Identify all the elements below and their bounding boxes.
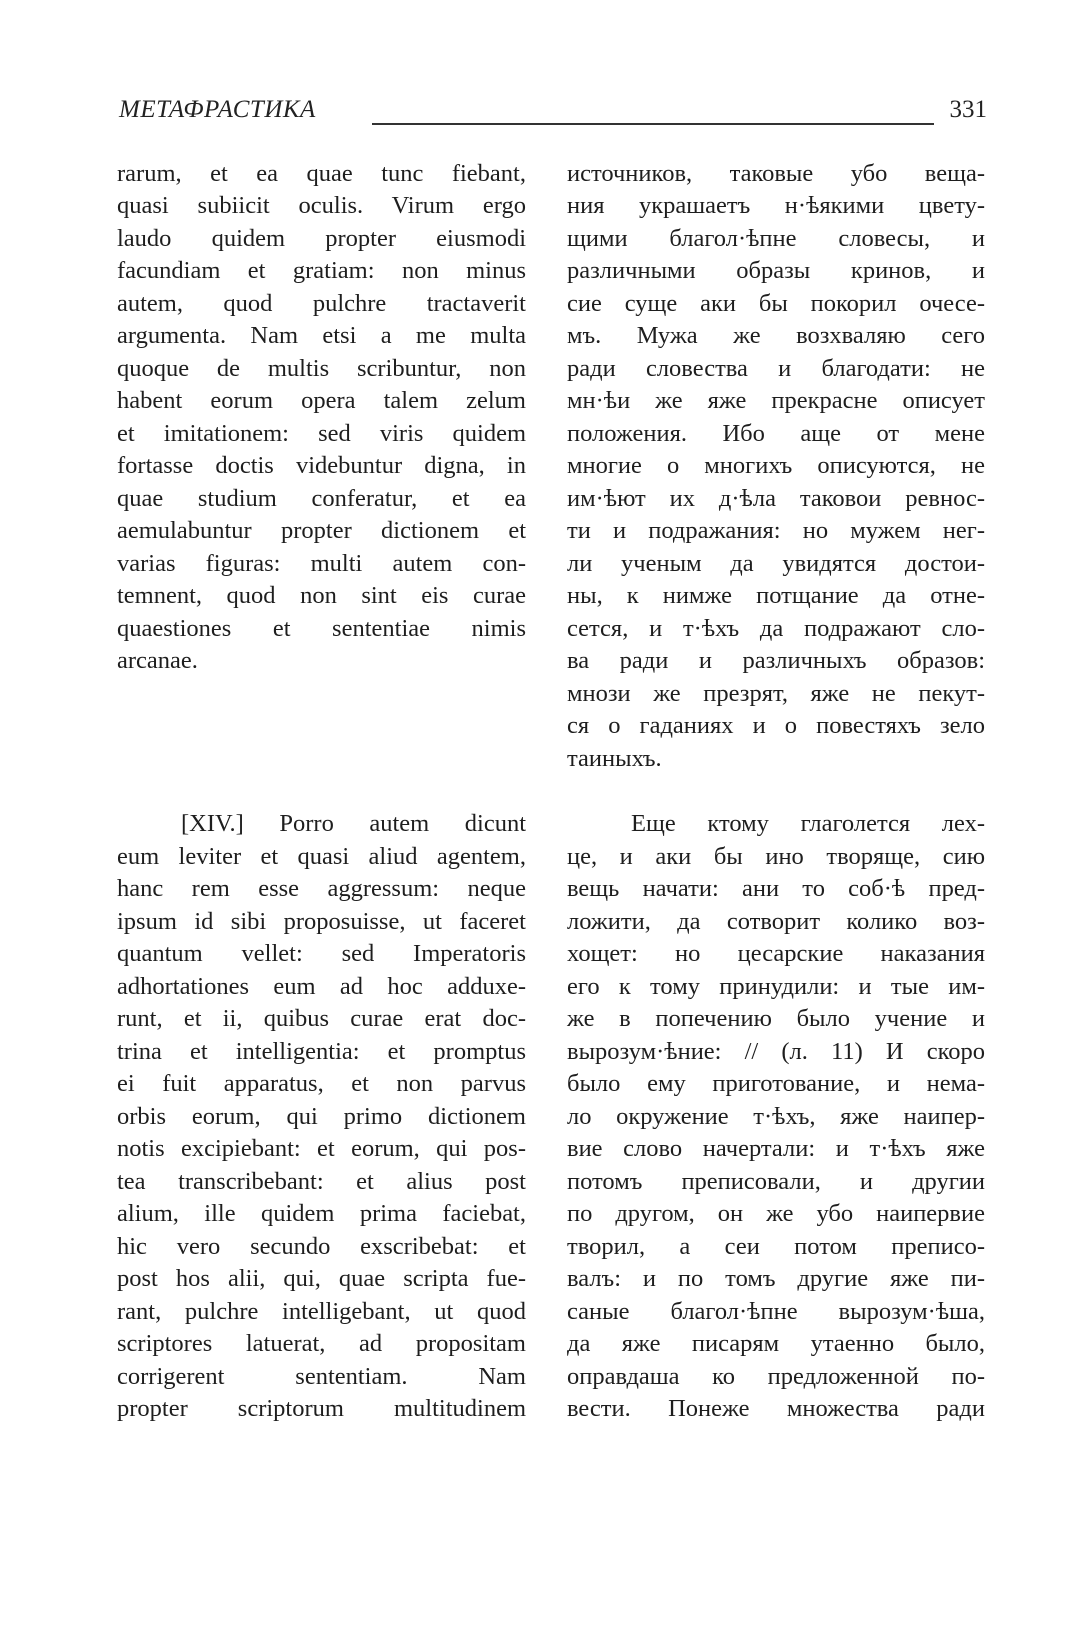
text-line: quantum vellet: sed Imperatoris [117, 940, 526, 967]
text-line: alium, ille quidem prima faciebat, [117, 1200, 526, 1227]
text-line: scriptores latuerat, ad propositam [117, 1330, 526, 1357]
text-line: eum leviter et quasi aliud agentem, [117, 843, 526, 870]
text-line: саные благол·ѣпне вырозум·ѣша, [567, 1298, 985, 1325]
text-line: [XIV.] Porro autem dicunt [181, 810, 526, 837]
text-line: хощет: но цесарские наказания [567, 940, 985, 967]
text-line: ло окружение т·ѣхъ, яже наипер- [567, 1103, 985, 1130]
text-line: ва ради и различныхъ образов: [567, 647, 985, 674]
text-line: ложити, да сотворит колико воз- [567, 908, 985, 935]
text-line: щими благол·ѣпне словесы, и [567, 225, 985, 252]
text-line: да яже писарям утаенно было, [567, 1330, 985, 1357]
text-line: facundiam et gratiam: non minus [117, 257, 526, 284]
text-line: tea transcribebant: et alius post [117, 1168, 526, 1195]
text-line: habent eorum opera talem zelum [117, 387, 526, 414]
text-line: различными образы кринов, и [567, 257, 985, 284]
text-line: quae studium conferatur, et ea [117, 485, 526, 512]
text-line: ли ученым да увидятся достои- [567, 550, 985, 577]
text-line: corrigerent sententiam. Nam [117, 1363, 526, 1390]
text-line: мъ. Мужа же возхваляю сего [567, 322, 985, 349]
text-line: adhortationes eum ad hoc adduxe- [117, 973, 526, 1000]
text-line: мнози же презрят, яже не пекут- [567, 680, 985, 707]
text-line: положения. Ибо аще от мене [567, 420, 985, 447]
text-line: творил, а сеи потом преписо- [567, 1233, 985, 1260]
text-line: rarum, et ea quae tunc fiebant, [117, 160, 526, 187]
text-line: по другом, он же убо наипервие [567, 1200, 985, 1227]
text-line: hic vero secundo exscribebat: et [117, 1233, 526, 1260]
text-line: потомъ преписовали, и другии [567, 1168, 985, 1195]
text-line: et imitationem: sed viris quidem [117, 420, 526, 447]
text-line: сие суще аки бы покорил очесе- [567, 290, 985, 317]
text-line: вие слово начертали: и т·ѣхъ яже [567, 1135, 985, 1162]
text-line: trina et intelligentia: et promptus [117, 1038, 526, 1065]
text-line: им·ѣют их д·ѣла таковои ревнос- [567, 485, 985, 512]
text-line: многие о многихъ описуются, не [567, 452, 985, 479]
text-line: его к тому принудили: и тые им- [567, 973, 985, 1000]
text-line: rant, pulchre intelligebant, ut quod [117, 1298, 526, 1325]
text-line: же в попечению было учение и [567, 1005, 985, 1032]
text-line: вырозум·ѣние: // (л. 11) И скоро [567, 1038, 985, 1065]
text-line: laudo quidem propter eiusmodi [117, 225, 526, 252]
text-line: propter scriptorum multitudinem [117, 1395, 526, 1422]
text-line: temnent, quod non sint eis curae [117, 582, 526, 609]
text-line: quoque de multis scribuntur, non [117, 355, 526, 382]
text-line: varias figuras: multi autem con- [117, 550, 526, 577]
text-line: вещь начати: ани то соб·ѣ пред- [567, 875, 985, 902]
text-line: hanc rem esse aggressum: neque [117, 875, 526, 902]
text-line: вести. Понеже множества ради [567, 1395, 985, 1422]
text-line: источников, таковые убо веща- [567, 160, 985, 187]
text-line: fortasse doctis videbuntur digna, in [117, 452, 526, 479]
text-line: валъ: и по томъ другие яже пи- [567, 1265, 985, 1292]
text-line: было ему приготование, и нема- [567, 1070, 985, 1097]
text-line: оправдаша ко предложенной по- [567, 1363, 985, 1390]
running-title: МЕТАФРАСТИКА [119, 96, 316, 123]
text-line: runt, et ii, quibus curae erat doc- [117, 1005, 526, 1032]
text-line: ipsum id sibi proposuisse, ut faceret [117, 908, 526, 935]
text-line: argumenta. Nam etsi a me multa [117, 322, 526, 349]
text-line: ния украшаетъ н·ѣякими цвету- [567, 192, 985, 219]
text-line: orbis eorum, qui primo dictionem [117, 1103, 526, 1130]
text-line: ны, к нимже потщание да отне- [567, 582, 985, 609]
text-line: aemulabuntur propter dictionem et [117, 517, 526, 544]
text-line: quasi subiicit oculis. Virum ergo [117, 192, 526, 219]
text-line: мн·ѣи же яже прекрасне описует [567, 387, 985, 414]
text-line: quaestiones et sententiae nimis [117, 615, 526, 642]
page-number: 331 [949, 96, 987, 123]
text-line: це, и аки бы ино творяще, сию [567, 843, 985, 870]
text-line: таиныхъ. [567, 745, 662, 772]
text-line: arcanae. [117, 647, 198, 674]
text-line: autem, quod pulchre tractaverit [117, 290, 526, 317]
text-line: ei fuit apparatus, et non parvus [117, 1070, 526, 1097]
text-line: ся о гаданиях и о повестяхъ зело [567, 712, 985, 739]
header-rule [372, 123, 934, 125]
text-line: ти и подражания: но мужем нег- [567, 517, 985, 544]
running-header [119, 96, 987, 136]
text-line: ради словества и благодати: не [567, 355, 985, 382]
text-line: Еще ктому глаголется лех- [631, 810, 985, 837]
text-line: сется, и т·ѣхъ да подражают сло- [567, 615, 985, 642]
text-line: post hos alii, qui, quae scripta fue- [117, 1265, 526, 1292]
text-line: notis excipiebant: et eorum, qui pos- [117, 1135, 526, 1162]
